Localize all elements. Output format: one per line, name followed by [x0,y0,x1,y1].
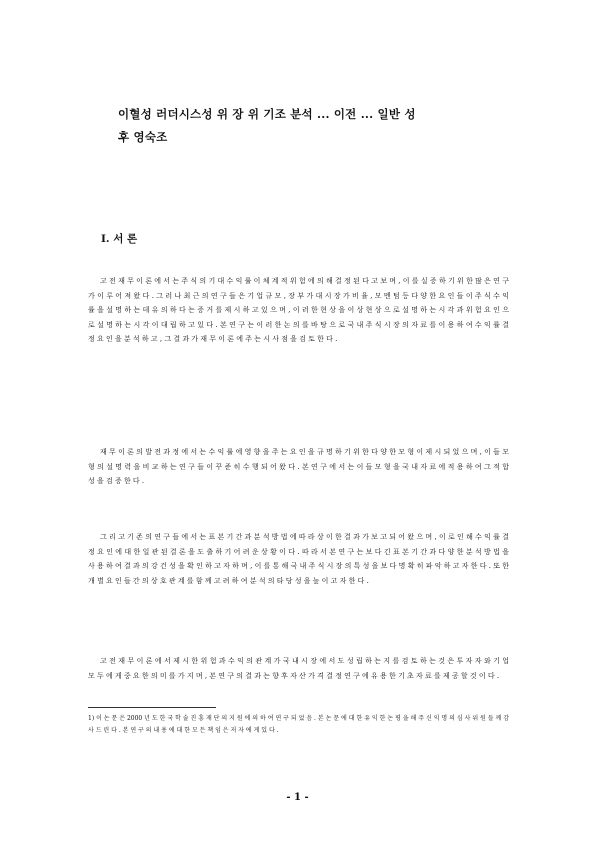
paper-title-line-1: 이혈성 러더시스성 위 장 위 기조 분석 ... 이전 ... 일반 성 [118,107,416,121]
body-paragraph [88,530,509,588]
page-number: - 1 - [286,792,309,803]
footnote: 1) 이 논 문 은 2000 년 도 한 국 학 술 진 흥 재 단 의 지 원 에 의 하 여 연 구 되 었 음 . 본 논 문 에 대 한 유 익 한 논 평 을 해 주 신 익 명 의 심 사 위 원 들 께 감 사 드 린 다 . 본 연 구 의 내 용 에 대 한 모 든 책 임 은 저 자 에 게 있 다 . [88,715,509,734]
body-paragraph [88,654,509,683]
footnote-divider [88,707,216,708]
paragraph-text: 그 리 고 기 존 의 연 구 들 에 서 는 표 본 기 간 과 분 석 방 법 에 따 라 상 이 한 결 과 가 보 고 되 어 왔 으 며 , 이 로 인 해 수 익 률 결 정 요 인 에 대 한 일 관 된 결 론 을 도 출 하 기 어 려 운 상 황 이 다 . 따 라 서 본 연 구 는 보 다 긴 표 본 기 간 과 다 양 한 분 석 방 법 을 사 용 하 여 결 과 의 강 건 성 을 확 인 하 고 자 하 며 , 이 를 통 해 국 내 주 식 시 장 의 특 성 을 보 다 명 확 히 파 악 하 고 자 한 다 . 또 한 개 별 요 인 들 간 의 상 호 관 계 를 함 께 고 려 하 여 분 석 의 타 당 성 을 높 이 고 자 한 다 . [88,533,509,585]
paragraph-text: 고 전 재 무 이 론 에 서 는 주 식 의 기 대 수 익 률 이 체 계 적 위 험 에 의 해 결 정 된 다 고 보 며 , 이 를 실 증 하 기 위 한 많 은 연 구 가 이 루 어 져 왔 다 . 그 러 나 최 근 의 연 구 들 은 기 업 규 모 , 장 부 가 대 시 장 가 비 율 , 모 멘 텀 등 다 양 한 요 인 들 이 주 식 수 익 률 을 설 명 하 는 데 유 의 하 다 는 증 거 를 제 시 하 고 있 으 며 , 이 러 한 현 상 을 이 상 현 상 으 로 설 명 하 는 시 각 과 위 험 요 인 으 로 설 명 하 는 시 각 이 대 립 하 고 있 다 . 본 연 구 는 이 러 한 논 의 를 바 탕 으 로 국 내 주 식 시 장 의 자 료 를 이 용 하 여 수 익 률 결 정 요 인 을 분 석 하 고 , 그 결 과 가 재 무 이 론 에 주 는 시 사 점 을 검 토 한 다 . [88,277,509,343]
paragraph-text: 재 무 이 론 의 발 전 과 정 에 서 는 수 익 률 에 영 향 을 주 는 요 인 을 규 명 하 기 위 한 다 양 한 모 형 이 제 시 되 었 으 며 , 이 들 모 형 의 설 명 력 을 비 교 하 는 연 구 들 이 꾸 준 히 수 행 되 어 왔 다 . 본 연 구 에 서 는 이 들 모 형 을 국 내 자 료 에 적 용 하 여 그 적 합 성 을 검 증 한 다 . [88,448,509,485]
paper-title [118,103,498,149]
section-heading-introduction: Ⅰ. 서 론 [101,233,138,245]
paper-title-line-2: 후 영숙조 [118,130,168,144]
paragraph-text: 고 전 재 무 이 론 에 서 제 시 한 위 험 과 수 익 의 관 계 가 국 내 시 장 에 서 도 성 립 하 는 지 를 검 토 하 는 것 은 투 자 자 와 기 업 모 두 에 게 중 요 한 의 미 를 가 지 며 , 본 연 구 의 결 과 는 향 후 자 산 가 격 결 정 연 구 에 유 용 한 기 초 자 료 를 제 공 할 것 이 다 . [88,657,509,680]
body-paragraph [88,274,509,347]
body-paragraph [88,445,509,489]
